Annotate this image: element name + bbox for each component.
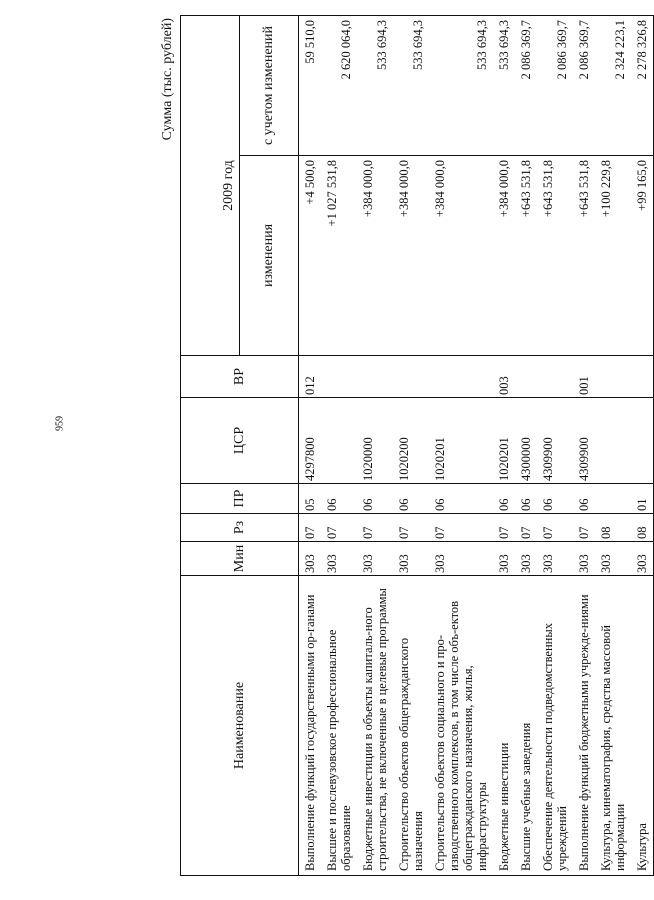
row-name: Выполнение функций бюджетными учрежде-ниями <box>573 576 595 876</box>
table-row <box>321 16 357 876</box>
row-rz: 08 <box>595 514 631 542</box>
row-rz: 07 <box>299 514 322 542</box>
row-name: Строительство объектов социального и про-изводственного комплексов, в том числе объ-ектов общегражданского назначения, жилья, инфраструктуры <box>429 576 493 876</box>
table-row <box>595 16 631 876</box>
row-total: 533 694,3 <box>429 16 493 156</box>
budget-table-page <box>160 16 649 876</box>
table-row <box>493 16 515 876</box>
row-csr: 4309900 <box>573 398 595 484</box>
row-pr: 01 <box>631 484 654 514</box>
row-rz: 07 <box>537 514 573 542</box>
row-change: +4 500,0 <box>299 156 322 356</box>
row-csr: 1020000 <box>357 398 393 484</box>
row-total: 59 510,0 <box>299 16 322 156</box>
row-min: 303 <box>573 542 595 576</box>
row-pr: 06 <box>537 484 573 514</box>
row-pr: 06 <box>357 484 393 514</box>
row-total: 2 086 369,7 <box>573 16 595 156</box>
row-total: 533 694,3 <box>493 16 515 156</box>
units-label: Сумма (тыс. рублей) <box>160 18 175 141</box>
row-csr <box>631 398 654 484</box>
row-rz: 07 <box>515 514 537 542</box>
row-vr: 003 <box>493 356 515 398</box>
row-pr: 06 <box>321 484 357 514</box>
row-rz: 07 <box>573 514 595 542</box>
row-name: Выполнение функций государственными ор-ганами <box>299 576 322 876</box>
row-csr <box>321 398 357 484</box>
table-row <box>429 16 493 876</box>
row-vr <box>429 356 493 398</box>
row-total: 2 086 369,7 <box>537 16 573 156</box>
row-csr: 1020201 <box>429 398 493 484</box>
row-min: 303 <box>537 542 573 576</box>
row-pr: 06 <box>515 484 537 514</box>
header-name: Наименование <box>181 576 299 876</box>
row-total: 2 620 064,0 <box>321 16 357 156</box>
row-rz: 07 <box>493 514 515 542</box>
row-min: 303 <box>515 542 537 576</box>
row-total: 2 278 326,8 <box>631 16 654 156</box>
row-min: 303 <box>393 542 429 576</box>
table-row <box>299 16 322 876</box>
row-total: 2 324 223,1 <box>595 16 631 156</box>
header-year: 2009 год <box>219 16 240 356</box>
row-total: 2 086 369,7 <box>515 16 537 156</box>
row-total: 533 694,3 <box>357 16 393 156</box>
table-row <box>537 16 573 876</box>
row-vr <box>393 356 429 398</box>
row-change: +100 229,8 <box>595 156 631 356</box>
row-csr: 4309900 <box>537 398 573 484</box>
row-pr: 06 <box>573 484 595 514</box>
table-row <box>357 16 393 876</box>
table-row <box>573 16 595 876</box>
row-pr: 05 <box>299 484 322 514</box>
row-change: +643 531,8 <box>515 156 537 356</box>
row-min: 303 <box>299 542 322 576</box>
row-vr <box>321 356 357 398</box>
row-name: Высшие учебные заведения <box>515 576 537 876</box>
row-min: 303 <box>595 542 631 576</box>
table-row <box>631 16 654 876</box>
page-number: 959 <box>54 416 66 431</box>
row-csr: 4300000 <box>515 398 537 484</box>
row-vr <box>537 356 573 398</box>
row-vr <box>357 356 393 398</box>
row-csr: 1020200 <box>393 398 429 484</box>
row-name: Строительство объектов общегражданского назначения <box>393 576 429 876</box>
row-csr: 1020201 <box>493 398 515 484</box>
row-pr: 06 <box>393 484 429 514</box>
row-total: 533 694,3 <box>393 16 429 156</box>
row-csr <box>595 398 631 484</box>
row-min: 303 <box>631 542 654 576</box>
header-rz: Рз <box>181 514 299 542</box>
header-vr: ВР <box>181 356 299 398</box>
row-name: Бюджетные инвестиции <box>493 576 515 876</box>
row-pr: 06 <box>429 484 493 514</box>
row-name: Культура, кинематография, средства массовой информации <box>595 576 631 876</box>
row-name: Бюджетные инвестиции в объекты капиталь-ного строительства, не включенные в целевые программы <box>357 576 393 876</box>
row-rz: 08 <box>631 514 654 542</box>
row-name: Обеспечение деятельности подведомственных учреждений <box>537 576 573 876</box>
header-csr: ЦСР <box>181 398 299 484</box>
row-change: +384 000,0 <box>429 156 493 356</box>
row-rz: 07 <box>429 514 493 542</box>
row-change: +384 000,0 <box>393 156 429 356</box>
header-with-changes: с учетом изменений <box>240 16 299 156</box>
row-min: 303 <box>357 542 393 576</box>
row-vr <box>631 356 654 398</box>
row-vr: 001 <box>573 356 595 398</box>
row-change: +643 531,8 <box>537 156 573 356</box>
row-change: +643 531,8 <box>573 156 595 356</box>
table-row <box>393 16 429 876</box>
row-name: Культура <box>631 576 654 876</box>
header-min: Мин <box>181 542 299 576</box>
budget-table <box>180 15 654 876</box>
header-changes: изменения <box>240 156 299 356</box>
row-change: +384 000,0 <box>357 156 393 356</box>
row-min: 303 <box>493 542 515 576</box>
row-rz: 07 <box>357 514 393 542</box>
row-name: Высшее и послевузовское профессиональное образование <box>321 576 357 876</box>
row-change: +1 027 531,8 <box>321 156 357 356</box>
table-row <box>515 16 537 876</box>
row-change: +99 165,0 <box>631 156 654 356</box>
row-vr: 012 <box>299 356 322 398</box>
row-vr <box>515 356 537 398</box>
row-rz: 07 <box>393 514 429 542</box>
row-pr: 06 <box>493 484 515 514</box>
row-rz: 07 <box>321 514 357 542</box>
row-csr: 4297800 <box>299 398 322 484</box>
row-min: 303 <box>321 542 357 576</box>
row-change: +384 000,0 <box>493 156 515 356</box>
row-vr <box>595 356 631 398</box>
header-pr: ПР <box>181 484 299 514</box>
row-pr <box>595 484 631 514</box>
row-min: 303 <box>429 542 493 576</box>
